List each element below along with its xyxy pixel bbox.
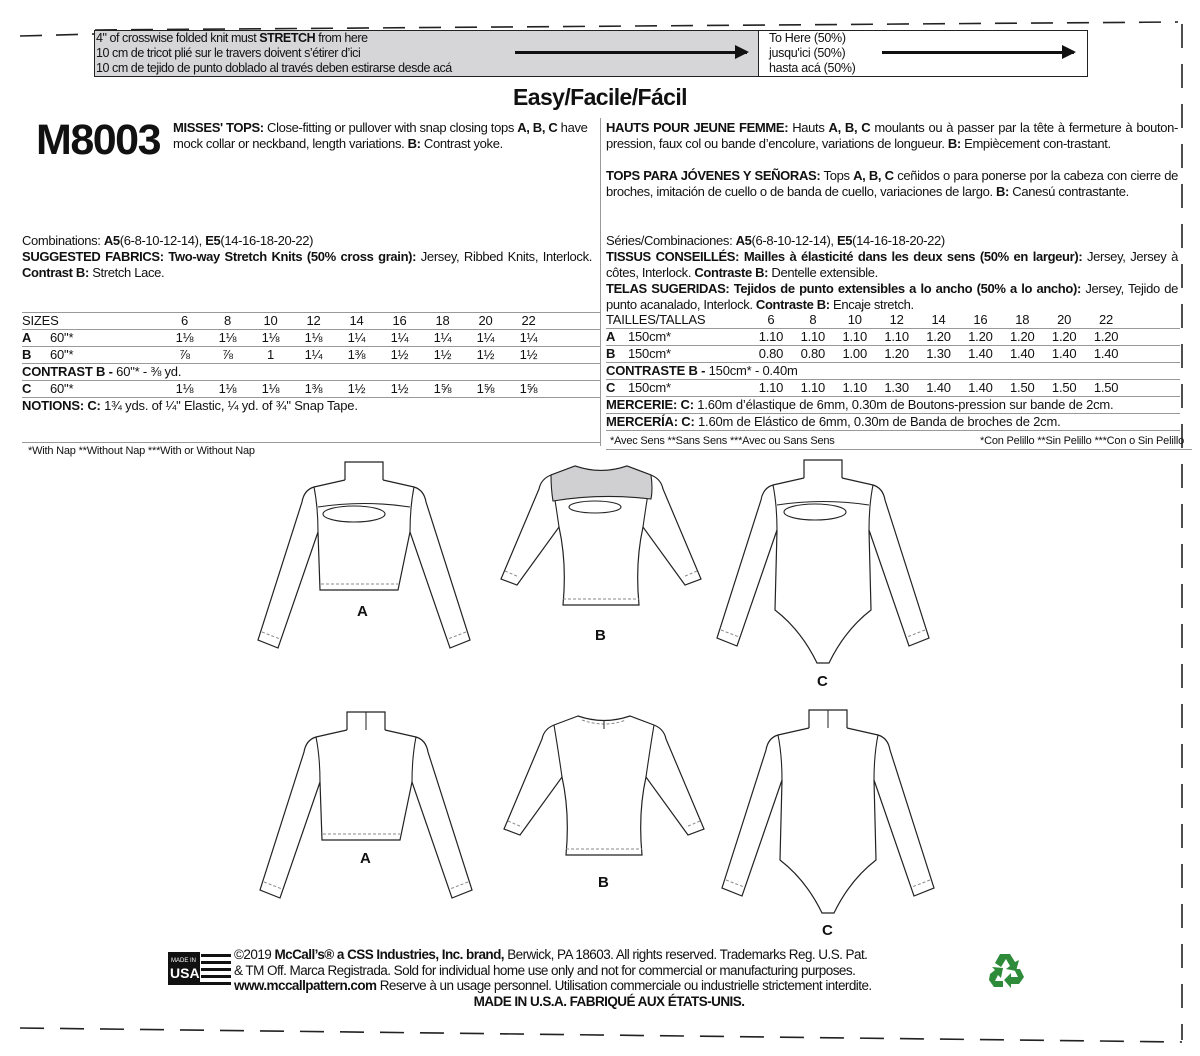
size: 22 (1099, 312, 1114, 327)
nap-footnote: *With Nap **Without Nap ***With or Without Nap (28, 445, 255, 457)
size: 14 (349, 313, 364, 328)
bold-text: STRETCH (259, 31, 316, 45)
text: 150cm* - 0.40m (708, 363, 798, 378)
yardage-value: 1.20 (968, 329, 993, 344)
text: 10 cm de tejido de punto doblado al través deben estirarse desde acá (96, 61, 452, 75)
text: Empiècement con-trastant. (960, 136, 1111, 151)
view-label-front-c: C (817, 673, 828, 690)
size: 10 (847, 312, 862, 327)
yardage-value: 1.50 (1051, 380, 1077, 395)
yardage-value: 1⅜ (347, 347, 366, 362)
yardage-value: 1.10 (842, 329, 867, 344)
text: Séries/Combinaciones: (606, 233, 736, 248)
bold-text: CONTRASTE B - (606, 363, 709, 378)
yardage-value: 1¼ (347, 330, 366, 345)
yardage-value: 0.80 (758, 346, 784, 361)
size: 18 (1015, 312, 1030, 327)
bold-text: MISSES' TOPS: (173, 120, 264, 135)
bold-text: NOTIONS: C: (22, 398, 101, 413)
yardage-value: 1.40 (1051, 346, 1077, 361)
stretch-to-line: hasta acá (50%) (769, 61, 856, 75)
yardage-value: 1¼ (476, 330, 495, 345)
text: Combinations: (22, 233, 104, 248)
copyright-line (234, 978, 984, 994)
front-view-b-drawing (501, 466, 701, 605)
bold-text: McCall’s® a CSS Industries, Inc. brand, (274, 947, 504, 962)
svg-text:USA: USA (170, 965, 200, 981)
yardage-value: 1¼ (519, 330, 538, 345)
back-view-a-drawing (260, 712, 472, 898)
yardage-value: 1.40 (1093, 346, 1119, 361)
yardage-value: 1⅛ (304, 330, 323, 345)
size: 8 (223, 313, 232, 328)
text: ©2019 (234, 947, 275, 962)
bold-text: MERCERÍA: C: (606, 414, 695, 429)
yardage-value: 1¼ (304, 347, 323, 362)
view-letter: A (22, 330, 32, 345)
fabric-width: 150cm* (628, 346, 671, 361)
bold-text: E5 (205, 233, 221, 248)
fabric-width: 150cm* (628, 329, 671, 344)
text: Dentelle extensible. (768, 265, 878, 280)
recycle-icon (986, 950, 1026, 995)
bold-text: B: (407, 136, 421, 151)
size: 8 (809, 312, 817, 327)
front-view-c-drawing (717, 460, 929, 663)
text: Tops (820, 168, 854, 183)
bold-text: CONTRAST B - (22, 364, 117, 379)
fabric-width: 60"* (50, 381, 74, 396)
view-label-front-a: A (357, 603, 368, 620)
text: 1¾ yds. of ¼" Elastic, ¼ yd. of ¾" Snap Tape. (100, 398, 358, 413)
bold-text: Contrast B: (22, 265, 89, 280)
yardage-value: 1⅛ (261, 330, 280, 345)
yardage-value: 1⅛ (175, 381, 194, 396)
view-letter: B (22, 347, 32, 362)
view-label-back-a: A (360, 850, 371, 867)
difficulty-heading: Easy/Facile/Fácil (513, 84, 687, 110)
sizes-label: TAILLES/TALLAS (606, 312, 706, 327)
size: 22 (521, 313, 536, 328)
yardage-value: 1⅛ (261, 381, 280, 396)
stretch-to-line: To Here (50%) (769, 31, 846, 45)
svg-text:MADE IN: MADE IN (171, 958, 197, 964)
size: 18 (435, 313, 450, 328)
size: 20 (1057, 312, 1072, 327)
yardage-value: 1½ (476, 347, 495, 362)
text: (6-8-10-12-14), (751, 233, 837, 248)
sizes-label: SIZES (22, 313, 59, 328)
text: (6-8-10-12-14), (119, 233, 206, 248)
yardage-value: 1.00 (842, 346, 867, 361)
yardage-value: 1½ (390, 381, 409, 396)
copyright-line (234, 947, 984, 963)
text: 4" of crosswise folded knit must (96, 31, 260, 45)
view-letter: C (22, 381, 32, 396)
view-letter: C (606, 380, 616, 395)
yardage-value: 1.10 (884, 329, 909, 344)
yardage-value: 1⅜ (304, 381, 323, 396)
text: 60"* - ⅜ yd. (116, 364, 182, 379)
bold-text: A5 (103, 233, 120, 248)
text: from here (315, 31, 368, 45)
bold-text: HAUTS POUR JEUNE FEMME: (606, 120, 789, 135)
fabric-width: 150cm* (628, 380, 671, 395)
yardage-value: 1⅝ (433, 381, 452, 396)
yardage-value: 0.80 (800, 346, 826, 361)
yardage-value: 1 (266, 347, 275, 362)
text: moulants ou à passer par la tête à fermeture à bouton-pression, faux col ou bande d’encolure, variations de longueur. (606, 120, 1178, 151)
text: (14-16-18-20-22) (220, 233, 314, 248)
text: Jersey, Tejido de punto acanalado, Interlock. (606, 281, 1178, 312)
yardage-value: 1.40 (968, 380, 993, 395)
stretch-to-line: jusqu'ici (50%) (769, 46, 846, 60)
bold-text: A, B, C (517, 120, 558, 135)
bold-text: www.mccallpattern.com (234, 978, 377, 993)
front-view-a-drawing (258, 462, 470, 648)
yardage-value: 1.10 (842, 380, 867, 395)
copyright-line (234, 963, 984, 979)
yardage-value: 1.50 (1093, 380, 1119, 395)
text: Stretch Lace. (88, 265, 165, 280)
bold-text: B: (947, 136, 961, 151)
view-label-back-c: C (822, 922, 833, 939)
yardage-value: 1½ (519, 347, 538, 362)
back-view-c-drawing (722, 710, 934, 913)
size: 6 (180, 313, 189, 328)
yardage-value: 1.50 (1010, 380, 1035, 395)
made-in-usa-badge (168, 952, 232, 986)
text: 1.60m d’élastique de 6mm, 0.30m de Boutons-pression sur bande de 2cm. (693, 397, 1114, 412)
pattern-number: M8003 (36, 116, 160, 164)
view-label-back-b: B (598, 874, 609, 891)
text: & TM Off. Marca Registrada. Sold for individual home use only and not for commercial or manufacturing purposes. (234, 962, 856, 978)
nap-footnote-es: *Con Pelillo **Sin Pelillo ***Con o Sin Pelillo (980, 435, 1184, 447)
yardage-value: 1.20 (1093, 329, 1119, 344)
back-view-b-drawing (504, 716, 704, 855)
view-letter: A (606, 329, 616, 344)
yardage-value: 1⅝ (476, 381, 495, 396)
yardage-value: 1.10 (758, 380, 784, 395)
size: 6 (767, 312, 775, 327)
yardage-value: 1.40 (968, 346, 993, 361)
text: Close-fitting or pullover with snap closing tops (263, 120, 518, 135)
yardage-value: 1.20 (926, 329, 951, 344)
yardage-value: 1.20 (1010, 329, 1035, 344)
yardage-value: 1½ (433, 347, 452, 362)
size: 10 (263, 313, 278, 328)
bold-text: SUGGESTED FABRICS: Two-way Stretch Knits (50% cross grain): (22, 249, 417, 264)
bold-text: Contraste B: (694, 265, 769, 280)
size: 12 (889, 312, 904, 327)
yardage-value: 1.30 (926, 346, 951, 361)
yardage-value: 1⅝ (519, 381, 538, 396)
bold-text: TELAS SUGERIDAS: Tejidos de punto extensibles a lo ancho (50% a lo ancho): (606, 281, 1081, 296)
text: Jersey, Ribbed Knits, Interlock. (416, 249, 592, 264)
bold-text: A, B, C (853, 168, 894, 183)
text: have mock collar or neckband, length variations. (173, 120, 588, 151)
yardage-value: 1½ (347, 381, 366, 396)
text: Contrast yoke. (420, 136, 503, 151)
yardage-value: 1⅛ (218, 381, 237, 396)
yardage-value: ⅞ (179, 347, 190, 362)
yardage-value: 1.40 (1010, 346, 1035, 361)
text: ceñidos o para ponerse por la cabeza con cierre de broches, imitación de cuello o de banda de cuello, variaciones de largo. (606, 168, 1178, 199)
view-label-front-b: B (595, 627, 606, 644)
yardage-value: 1.20 (884, 346, 909, 361)
size: 14 (931, 312, 946, 327)
yardage-value: 1¼ (390, 330, 409, 345)
yardage-value: 1.10 (800, 329, 826, 344)
size: 16 (973, 312, 988, 327)
yardage-value: 1⅛ (175, 330, 194, 345)
yardage-value: 1⅛ (218, 330, 237, 345)
bold-text: MERCERIE: C: (606, 397, 694, 412)
fabric-width: 60"* (50, 330, 74, 345)
size: 20 (478, 313, 493, 328)
fabric-width: 60"* (50, 347, 74, 362)
size: 16 (392, 313, 407, 328)
text: Reserve à un usage personnel. Utilisation commerciale ou industrielle strictement interdite. (376, 978, 872, 993)
text: 10 cm de tricot plié sur le travers doivent s’étirer d’ici (96, 46, 361, 60)
yardage-value: 1.10 (758, 329, 784, 344)
made-in-usa-line: MADE IN U.S.A. FABRIQUÉ AUX ÉTATS-UNIS. (473, 993, 745, 1009)
nap-footnote-fr: *Avec Sens **Sans Sens ***Avec ou Sans Sens (610, 435, 835, 447)
text: Hauts (788, 120, 829, 135)
text: Canesú contrastante. (1009, 184, 1129, 199)
bold-text: A, B, C (828, 120, 871, 135)
yardage-value: 1.20 (1051, 329, 1077, 344)
size: 12 (306, 313, 321, 328)
bold-text: TISSUS CONSEILLÉS: Mailles à élasticité dans les deux sens (50% en largeur): (606, 249, 1083, 264)
copyright-notice (234, 947, 984, 1009)
bold-text: A5 (735, 233, 752, 248)
text: (14-16-18-20-22) (852, 233, 945, 248)
text: Encaje stretch. (829, 297, 914, 312)
yardage-value: 1.10 (800, 380, 826, 395)
bold-text: E5 (836, 233, 853, 248)
yardage-value: 1.40 (926, 380, 951, 395)
text: 1.60m de Elástico de 6mm, 0.30m de Banda de broches de 2cm. (694, 414, 1061, 429)
view-letter: B (606, 346, 616, 361)
bold-text: TOPS PARA JÓVENES Y SEÑORAS: (606, 168, 821, 183)
yardage-value: 1.30 (884, 380, 909, 395)
yardage-value: 1½ (390, 347, 409, 362)
text: Berwick, PA 18603. All rights reserved. Trademarks Reg. U.S. Pat. (504, 947, 868, 962)
bold-text: B: (996, 184, 1010, 199)
yardage-value: 1¼ (433, 330, 452, 345)
text: Jersey, Jersey à côtes, Interlock. (606, 249, 1179, 280)
yardage-value: ⅞ (222, 347, 233, 362)
bold-text: Contraste B: (755, 297, 830, 312)
